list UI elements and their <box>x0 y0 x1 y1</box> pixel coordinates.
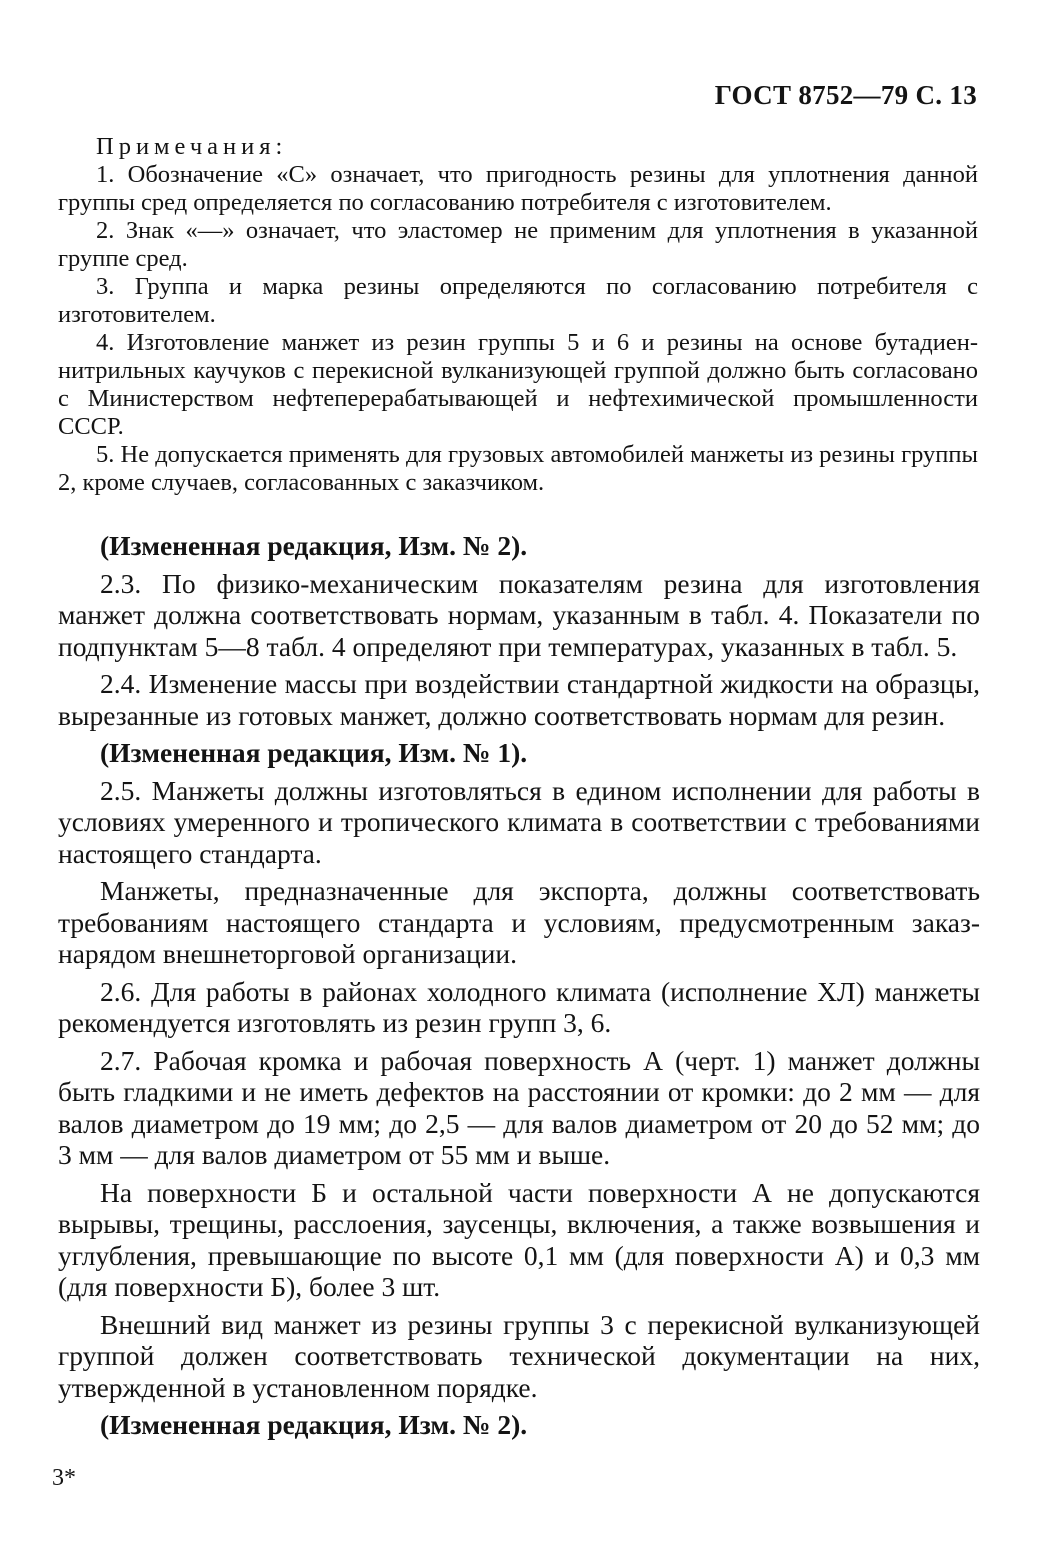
revision-note: (Измененная редакция, Изм. № 2). <box>100 1409 528 1440</box>
revision-note: (Измененная редакция, Изм. № 2). <box>100 530 528 561</box>
notes-title: Примечания: <box>96 133 288 160</box>
paragraph-2-3: 2.3. По физико-механическим показателям резина для изготовления манжет должна соответствовать нормам, указанным в табл. 4. Показатели по подпунктам 5—8 табл. 4 определяют при температурах, указанных в табл. 5. <box>58 567 980 662</box>
paragraph-2-5: 2.5. Манжеты должны изготовляться в едином исполнении для работы в условиях умеренного и тропического климата в соответствии с требованиями настоящего стандарта. <box>58 774 980 869</box>
page-footer-mark: 3* <box>52 1465 76 1491</box>
note-item: 2. Знак «—» означает, что эластомер не применим для уплотнения в указанной группе сред. <box>58 217 978 272</box>
paragraph-2-7-surface: На поверхности Б и остальной части поверхности А не допускаются вырывы, трещины, расслоения, заусенцы, включения, а также возвышения и углубления, превышающие по высоте 0,1 мм (для поверхности А) и 0,3 мм (для поверхности Б), более 3 шт. <box>58 1176 980 1302</box>
note-item: 5. Не допускается применять для грузовых автомобилей манжеты из резины группы 2, кроме случаев, согласованных с заказчиком. <box>58 441 978 496</box>
page-header: ГОСТ 8752—79 С. 13 <box>714 80 977 110</box>
note-item: 4. Изготовление манжет из резин группы 5 и 6 и резины на основе бутадиен-нитрильных каучуков с перекисной вулканизующей группой должно быть согласовано с Министерством нефтеперерабатывающей и нефтехимической промышленности СССР. <box>58 329 978 440</box>
paragraph-2-7-appearance: Внешний вид манжет из резины группы 3 с перекисной вулканизующей группой должен соответствовать технической документации на них, утвержденной в установленном порядке. <box>58 1308 980 1403</box>
note-item: 3. Группа и марка резины определяются по согласованию потребителя с изготовителем. <box>58 273 978 328</box>
note-item: 1. Обозначение «С» означает, что пригодность резины для уплотнения данной группы сред определяется по согласованию потребителя с изготовителем. <box>58 161 978 216</box>
paragraph-2-7: 2.7. Рабочая кромка и рабочая поверхность А (черт. 1) манжет должны быть гладкими и не иметь дефектов на расстоянии от кромки: до 2 мм — для валов диаметром до 19 мм; до 2,5 — для валов диаметром от 20 до 52 мм; до 3 мм — для валов диаметром от 55 мм и выше. <box>58 1044 980 1170</box>
paragraph-2-4: 2.4. Изменение массы при воздействии стандартной жидкости на образцы, вырезанные из готовых манжет, должно соответствовать нормам для резин. <box>58 668 980 731</box>
paragraph-2-5-export: Манжеты, предназначенные для экспорта, должны соответствовать требованиям настоящего стандарта и условиям, предусмотренным заказ-нарядом внешнеторговой организации. <box>58 875 980 969</box>
revision-note: (Измененная редакция, Изм. № 1). <box>100 737 528 768</box>
main-text <box>58 530 980 1447</box>
paragraph-2-6: 2.6. Для работы в районах холодного климата (исполнение ХЛ) манжеты рекомендуется изготовлять из резин групп 3, 6. <box>58 975 980 1038</box>
notes-section <box>58 133 978 497</box>
